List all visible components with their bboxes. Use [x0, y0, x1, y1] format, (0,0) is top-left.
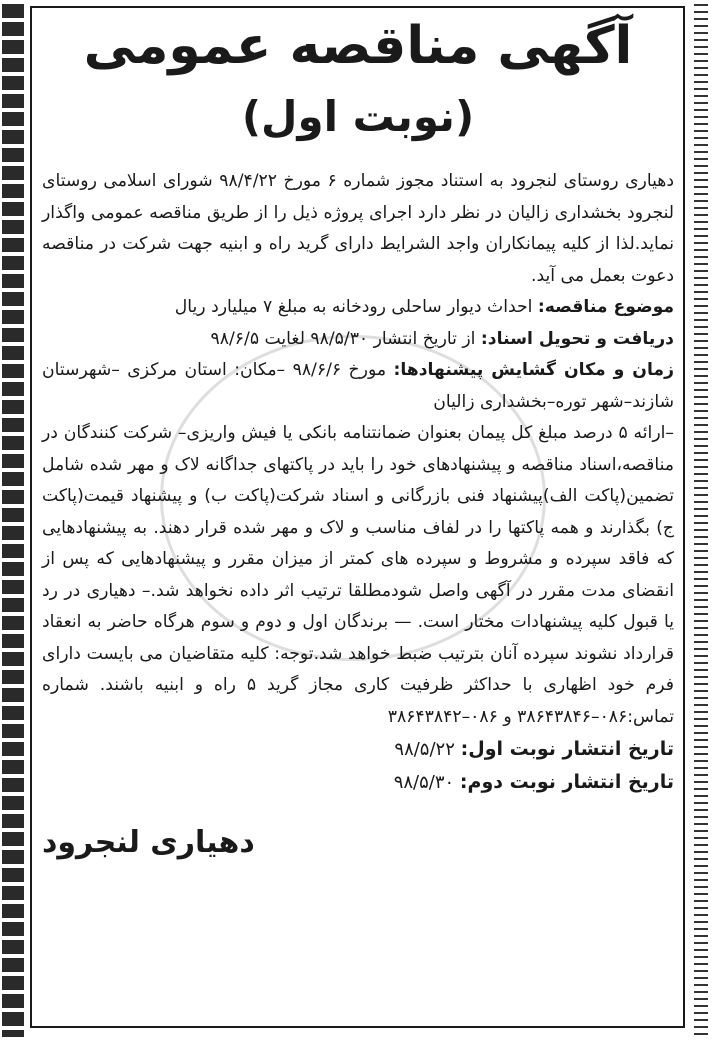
notice-subtitle: (نوبت اول) — [241, 92, 475, 141]
right-decorative-rail — [694, 4, 708, 1037]
subject-row — [42, 292, 674, 324]
left-decorative-rail — [2, 4, 27, 1037]
signature: دهیاری لنجرود — [42, 825, 255, 860]
documents-label: دریافت و تحویل اسناد: — [480, 328, 674, 349]
first-publication-label: تاریخ انتشار نوبت اول: — [460, 738, 674, 760]
notice-content — [42, 10, 674, 865]
second-publication-value: ۹۸/۵/۳۰ — [393, 772, 460, 793]
body-paragraph: –ارائه ۵ درصد مبلغ کل پیمان بعنوان ضمانتنامه بانکی یا فیش واریزی– شرکت کنندگان در مناقصه،اسناد مناقصه و پیشنهادهای خود را باید در پاکتهای جداگانه لاک و مهر شده شامل تضمین(پاکت الف)پیشنهاد فنی بازرگانی و اسناد شرکت(پاکت ب) و پیشنهاد قیمت(پاکت ج) بگذارند و همه پاکتها را در لفاف مناسب و لاک و مهر شده قرار دهند. به پیشنهادهایی که فاقد سپرده و مشروط و سپرده های کمتر از میزان مقرر و پیشنهادهایی که پس از انقضای مدت مقرر در آگهی واصل شودمطلقا ترتیب اثر داده نخواهد شد.– دهیاری در رد یا قبول کلیه پیشنهادات مختار است. — برندگان اول و دوم و سوم هرگاه حاضر به انعقاد قرارداد نشوند سپرده آنان بترتیب ضبط خواهد شد.توجه: کلیه متقاضیان می بایست دارای فرم خود اظهاری با حداکثر ظرفیت کاری مجاز گرید ۵ راه و ابنیه باشند. شماره تماس:۰۸۶–۳۸۶۴۳۸۴۶ و ۰۸۶–۳۸۶۴۳۸۴۲ — [42, 423, 674, 727]
opening-label: زمان و مکان گشایش پیشنهادها: — [393, 360, 674, 380]
subject-value: احداث دیوار ساحلی رودخانه به مبلغ ۷ میلیارد ریال — [174, 297, 538, 317]
documents-row — [42, 324, 674, 356]
subject-label: موضوع مناقصه: — [537, 297, 674, 317]
first-publication-row — [42, 733, 674, 766]
first-publication-value: ۹۸/۵/۲۲ — [394, 739, 461, 760]
opening-row — [42, 355, 674, 418]
intro-paragraph: دهیاری روستای لنجرود به استناد مجوز شماره ۶ مورخ ۹۸/۴/۲۲ شورای اسلامی روستای لنجرود بخشداری زالیان در نظر دارد اجرای پروژه ذیل را از طریق مناقصه عمومی واگذار نماید.لذا از کلیه پیمانکاران واجد الشرایط دارای گرید راه و ابنیه جهت شرکت در مناقصه دعوت بعمل می آید. — [42, 171, 674, 286]
notice-title: آگهی مناقصه عمومی — [83, 16, 633, 76]
second-publication-label: تاریخ انتشار نوبت دوم: — [459, 771, 674, 793]
opening-value: مورخ ۹۸/۶/۶ –مکان: استان مرکزی –شهرستان شازند–شهر توره–بخشداری زالیان — [42, 360, 674, 412]
second-publication-row — [42, 766, 674, 799]
documents-value: از تاریخ انتشار ۹۸/۵/۳۰ لغایت ۹۸/۶/۵ — [210, 328, 481, 349]
